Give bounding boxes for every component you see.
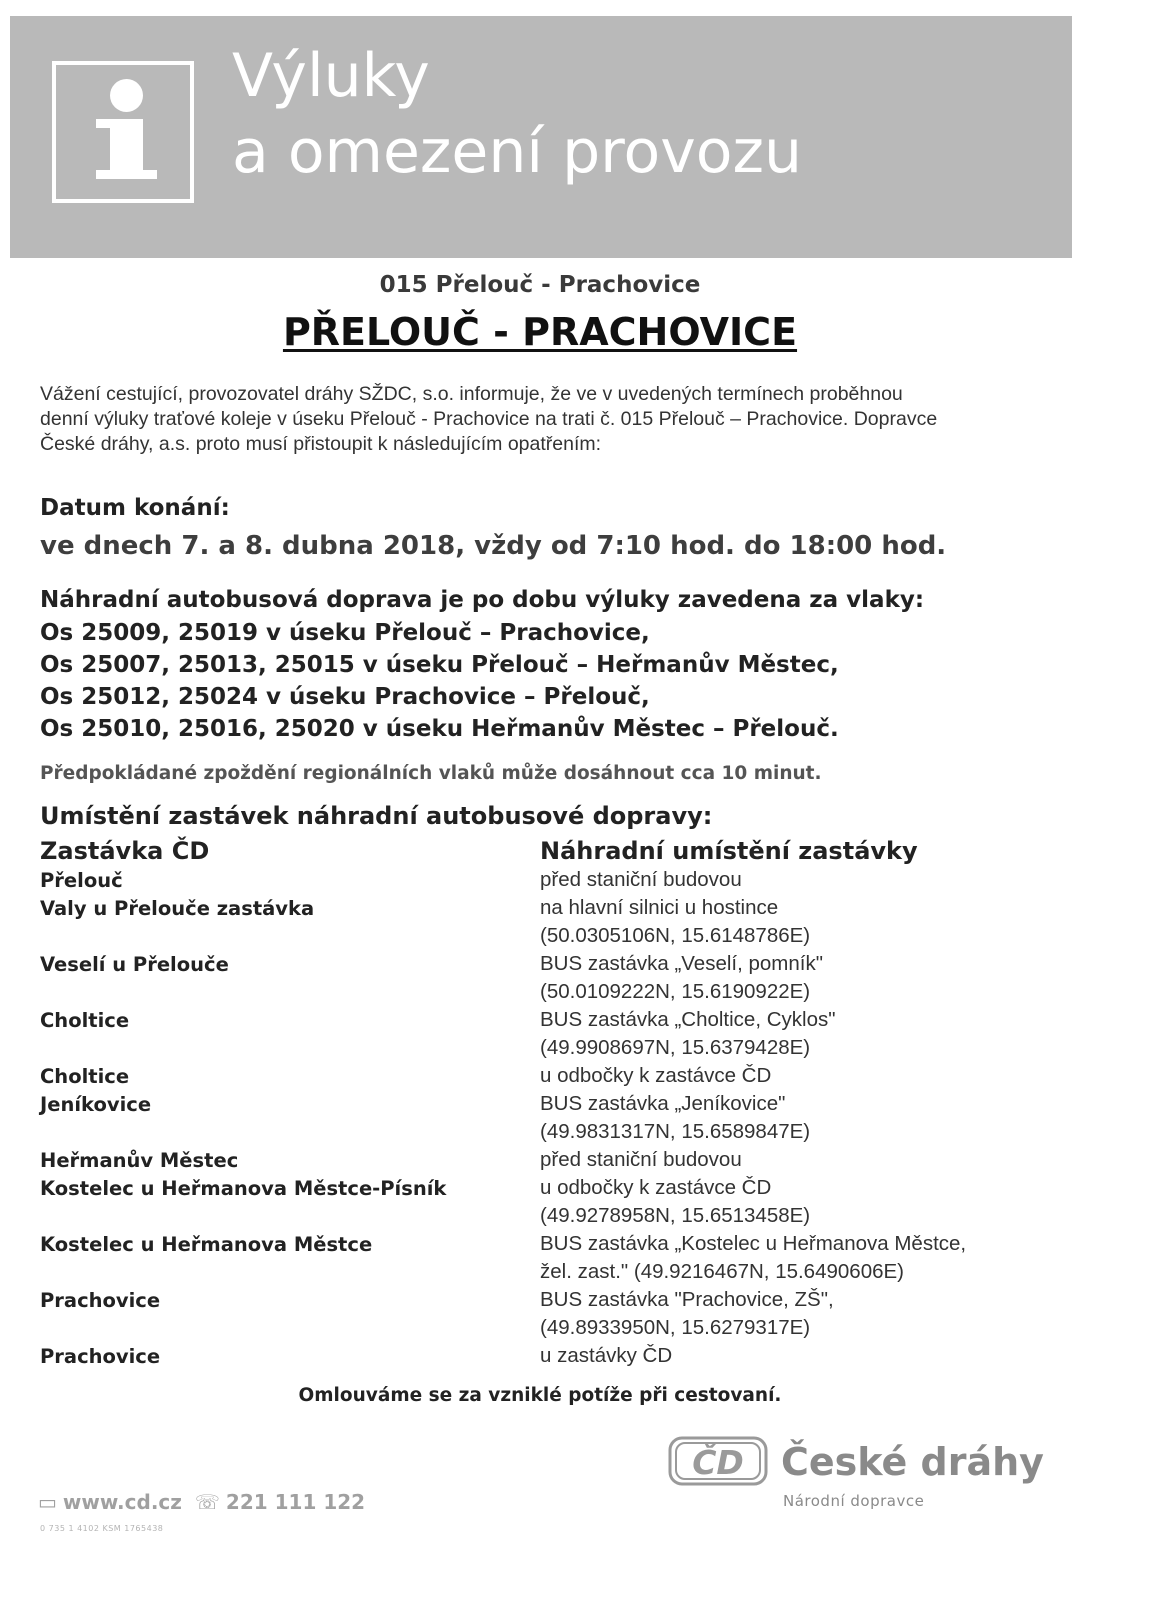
stop-place: [540, 1174, 1040, 1230]
monitor-icon: ▭: [38, 1490, 57, 1514]
stop-place-line: BUS zastávka „Kostelec u Heřmanova Městce,: [540, 1232, 967, 1255]
stop-name: Prachovice: [40, 1289, 161, 1312]
bus-line: Os 25009, 25019 v úseku Přelouč – Prachovice,: [40, 620, 650, 646]
bus-line: Os 25010, 25016, 25020 v úseku Heřmanův Městec – Přelouč.: [40, 716, 839, 742]
stop-name: Přelouč: [40, 869, 123, 892]
stop-place-line: (49.9278958N, 15.6513458E): [540, 1204, 811, 1227]
stop-place-line: (50.0305106N, 15.6148786E): [540, 924, 811, 947]
bus-lines: [40, 617, 839, 745]
date-value: ve dnech 7. a 8. dubna 2018, vždy od 7:10 hod. do 18:00 hod.: [40, 531, 947, 561]
brand-name: České dráhy: [781, 1440, 1044, 1484]
stops-column-station: Zastávka ČD: [40, 837, 210, 865]
stop-place-line: BUS zastávka „Jeníkovice": [540, 1092, 786, 1115]
stop-place: [540, 1230, 1040, 1286]
intro-line: Vážení cestující, provozovatel dráhy SŽDC, s.o. informuje, že ve v uvedených termínech proběhnou: [40, 383, 903, 405]
header-title: [232, 38, 802, 190]
stop-name: Valy u Přelouče zastávka: [40, 897, 315, 920]
stop-place-line: před staniční budovou: [540, 1148, 742, 1171]
stop-place: [540, 1006, 1040, 1062]
stop-name: Veselí u Přelouče: [40, 953, 229, 976]
apology-note: Omlouváme se za vzniklé potíže při cestovaní.: [298, 1385, 782, 1406]
date-label: Datum konání:: [40, 495, 230, 521]
info-icon-stem: [110, 119, 143, 179]
phone-icon: ☏: [194, 1490, 220, 1514]
header-title-line2: a omezení provozu: [232, 117, 802, 187]
bus-line: Os 25007, 25013, 25015 v úseku Přelouč – Heřmanův Městec,: [40, 652, 839, 678]
stop-name: Jeníkovice: [40, 1093, 152, 1116]
stop-place-line: žel. zast." (49.9216467N, 15.6490606E): [540, 1260, 904, 1283]
footer-code: 0 735 1 4102 KSM 1765438: [40, 1524, 164, 1533]
stop-place-line: BUS zastávka "Prachovice, ZŠ",: [540, 1288, 834, 1311]
header-banner: [10, 16, 1072, 258]
stops-column-replacement: Náhradní umístění zastávky: [540, 837, 918, 865]
footer-contact: [38, 1490, 371, 1514]
stop-place-line: (49.9831317N, 15.6589847E): [540, 1120, 811, 1143]
bus-line: Os 25012, 25024 v úseku Prachovice – Přelouč,: [40, 684, 650, 710]
stop-place-line: u odbočky k zastávce ČD: [540, 1064, 772, 1087]
stop-place: [540, 950, 1040, 1006]
route-title-text: PŘELOUČ - PRACHOVICE: [282, 310, 798, 354]
stop-place: [540, 1062, 1040, 1090]
footer-website[interactable]: www.cd.cz: [62, 1490, 182, 1514]
stop-place-line: (49.8933950N, 15.6279317E): [540, 1316, 811, 1339]
stop-place: [540, 894, 1040, 950]
stop-place-line: u odbočky k zastávce ČD: [540, 1176, 772, 1199]
brand-subtitle: Národní dopravce: [783, 1492, 925, 1510]
intro-line: denní výluky traťové koleje v úseku Přelouč - Prachovice na trati č. 015 Přelouč – Prachovice. Dopravce: [40, 408, 938, 430]
line-code: 015 Přelouč - Prachovice: [379, 272, 701, 298]
header-title-line1: Výluky: [232, 41, 430, 111]
stop-place: [540, 1146, 1040, 1174]
stop-place: [540, 866, 1040, 894]
info-icon-dot: [110, 79, 143, 112]
stop-name: Kostelec u Heřmanova Městce-Písník: [40, 1177, 447, 1200]
cd-logo-text: ČD: [692, 1443, 744, 1482]
stop-place: [540, 1342, 1040, 1370]
stop-place-line: (50.0109222N, 15.6190922E): [540, 980, 811, 1003]
stop-place-line: před staniční budovou: [540, 868, 742, 891]
stop-place-line: BUS zastávka „Choltice, Cyklos": [540, 1008, 836, 1031]
info-icon: [52, 61, 194, 203]
intro-line: České dráhy, a.s. proto musí přistoupit k následujícím opatřením:: [40, 433, 602, 455]
stop-name: Choltice: [40, 1065, 130, 1088]
stop-place-line: (49.9908697N, 15.6379428E): [540, 1036, 811, 1059]
stop-name: Heřmanův Městec: [40, 1149, 239, 1172]
cd-logo-icon: [667, 1432, 769, 1490]
route-title: [0, 310, 1080, 354]
stop-name: Kostelec u Heřmanova Městce: [40, 1233, 373, 1256]
footer-phone: 221 111 122: [225, 1490, 366, 1514]
intro-paragraph: [40, 382, 1040, 457]
stop-name: Prachovice: [40, 1345, 161, 1368]
stops-heading: Umístění zastávek náhradní autobusové dopravy:: [40, 802, 713, 830]
delay-note: Předpokládané zpoždění regionálních vlaků může dosáhnout cca 10 minut.: [40, 763, 822, 784]
stop-place: [540, 1090, 1040, 1146]
stop-place-line: u zastávky ČD: [540, 1344, 673, 1367]
stop-place: [540, 1286, 1040, 1342]
stop-place-line: na hlavní silnici u hostince: [540, 896, 779, 919]
stop-place-line: BUS zastávka „Veselí, pomník": [540, 952, 824, 975]
stop-name: Choltice: [40, 1009, 130, 1032]
bus-heading: Náhradní autobusová doprava je po dobu výluky zavedena za vlaky:: [40, 587, 925, 613]
